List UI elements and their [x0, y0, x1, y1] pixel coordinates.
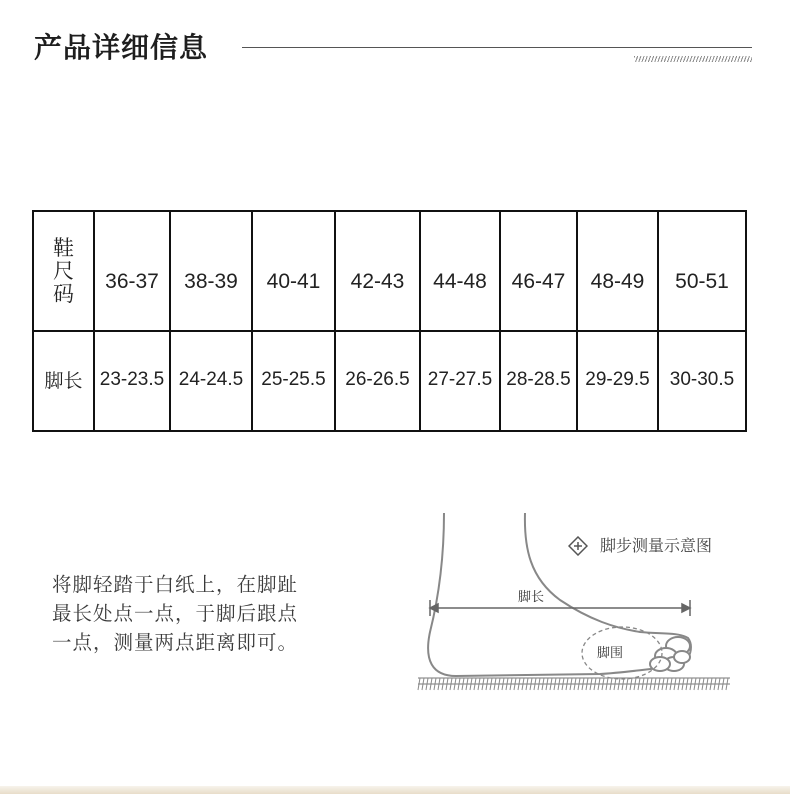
foot-length-measure: [430, 600, 690, 616]
ground-hatch: [418, 678, 730, 690]
shoe-size-cell: 36-37: [94, 211, 170, 331]
foot-length-cell: 27-27.5: [420, 331, 500, 431]
foot-length-cell: 25-25.5: [252, 331, 335, 431]
shoe-size-header: 鞋尺码: [33, 211, 94, 331]
foot-length-cell: 24-24.5: [170, 331, 252, 431]
shoe-size-cell: 48-49: [577, 211, 658, 331]
diagram-legend-text: 脚步测量示意图: [600, 536, 713, 555]
foot-length-cell: 23-23.5: [94, 331, 170, 431]
foot-length-label: 脚长: [518, 590, 545, 605]
shoe-size-cell: 50-51: [658, 211, 746, 331]
foot-girth-label: 脚围: [597, 646, 624, 661]
foot-length-header: 脚长: [33, 331, 94, 431]
measurement-instruction: 将脚轻踏于白纸上，在脚趾 最长处点一点，于脚后跟点 一点，测量两点距离即可。: [52, 573, 299, 654]
shoe-size-cell: 38-39: [170, 211, 252, 331]
section-title: 产品详细信息: [34, 31, 209, 64]
bottom-decoration-bar: [0, 786, 790, 794]
foot-length-cell: 28-28.5: [500, 331, 577, 431]
foot-length-cell: 29-29.5: [577, 331, 658, 431]
shoe-size-cell: 42-43: [335, 211, 420, 331]
shoe-size-cell: 44-48: [420, 211, 500, 331]
foot-length-cell: 26-26.5: [335, 331, 420, 431]
shoe-size-cell: 40-41: [252, 211, 335, 331]
shoe-size-cell: 46-47: [500, 211, 577, 331]
diamond-plus-icon: [568, 536, 588, 556]
foot-length-cell: 30-30.5: [658, 331, 746, 431]
